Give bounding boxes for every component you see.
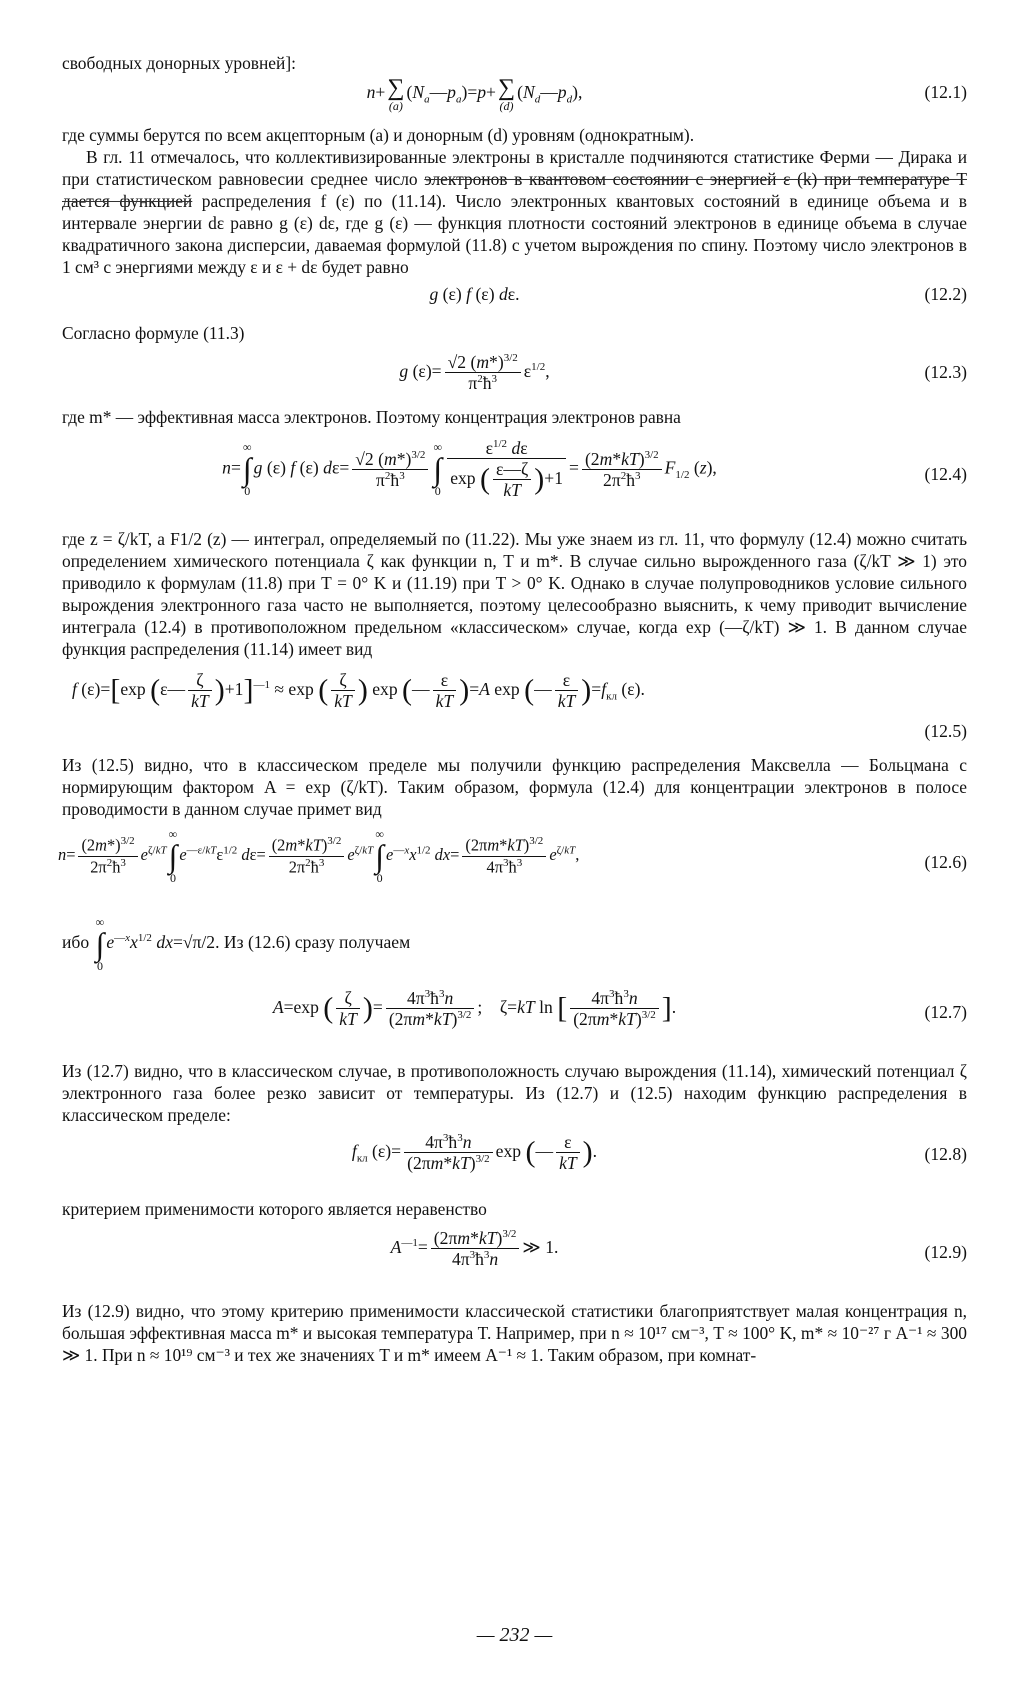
- paragraph-after-12-4: где z = ζ/kT, а F1/2 (z) — интеграл, определяемый по (11.22). Мы уже знаем из гл. 11, что формулу (12.4) можно считать определением химического потенциала ζ как функции n, T и m*. В случае сильно вырожденного газа (ζ/kT ≫ 1) это приводило к формулам (11.8) при T = 0° K и (11.19) при T > 0° K. Однако в случае полупроводников условие сильного вырождения электронного газа часто не выполняется, поэтому целесообразно выяснить, к чему приводит вычисление интеграла (12.4) в противоположном предельном «классическом» случае, когда exp (—ζ/kT) ≫ 1. В данном случае функция распределения (11.14) имеет вид: [62, 529, 967, 659]
- equation-number: (12.7): [924, 1002, 967, 1022]
- equation-number: (12.1): [924, 82, 967, 102]
- paragraph-sums: где суммы берутся по всем акцепторным (a) и донорным (d) уровням (однократным).: [62, 125, 695, 145]
- equation-12-4: n= ∞ ∫ 0 g (ε) f (ε) dε= $\frac{√2 (m*)^{3/2}}{\pi^2ħ^3}$ ∞ ∫ 0 $\varepsilon^{1/2}$ dε exp ( $\frac{\varepsilon—\zeta}{kT}$ )+1 = $\frac{(2m*kT)^{3/2}}{2\pi^2ħ^3}$ $F_{1/2}$ (z), (12.4): [222, 438, 967, 501]
- paragraph-according: Согласно формуле (11.3): [62, 323, 245, 343]
- equation-number: (12.3): [924, 362, 967, 382]
- paragraph-intro: свободных донорных уровней]:: [62, 53, 296, 73]
- paragraph-after-12-5: Из (12.5) видно, что в классическом пределе мы получили функцию распределения Максвелла — Больцмана с нормирующим фактором A = exp (ζ/kT). Таким образом, формула (12.4) для концентрации электронов в полосе проводимости в данном случае примет вид: [62, 755, 967, 819]
- text-distribution: распределения f (ε) по (11.14). Число электронных квантовых состояний в единице объема и в интервале энергии dε равно g (ε) dε, где g (ε) — функция плотности состояний электронов в единице объема в случае квадратичного закона дисперсии, даваемая формулой (11.8) с учетом вырождения по спину. Поэтому число электронов в 1 см³ с энергиями между ε и ε + dε будет равно: [62, 191, 968, 277]
- text-fermi-dirac: В гл. 11 отмечалось, что коллективизированные электроны в кристалле подчиняются статистике Ферми — Дирака и при статистическом равновесии среднее число: [62, 147, 967, 189]
- page-number: — 232 —: [476, 1624, 553, 1646]
- equation-12-7: A=exp ( $\frac{\zeta}{kT}$ )= $\frac{4\pi^3ħ^3n}{(2\pi m*kT)^{3/2}}$ ; ζ=kT ln [ $\frac{4\pi^3ħ^3n}{(2\pi m*kT)^{3/2}}$ ]. (12.7): [272, 988, 967, 1030]
- paragraph-final: Из (12.9) видно, что этому критерию применимости классической статистики благоприятствует малая концентрация n, большая эффективная масса m* и высокая температура T. Например, при n ≈ 10¹⁷ см⁻³, T ≈ 100° K, m* ≈ 10⁻²⁷ г A⁻¹ ≈ 300 ≫ 1. При n ≈ 10¹⁹ см⁻³ и тех же значениях T и m* имеем A⁻¹ ≈ 1. Таким образом, при комнат-: [62, 1301, 967, 1365]
- paragraph-chapter-11: [62, 146, 967, 278]
- word-ibo: ибо: [62, 932, 90, 953]
- equation-12-8: $f_{кл}$ (ε)= $\frac{4\pi^3ħ^3n}{(2\pi m*kT)^{3/2}}$ exp (— $\frac{\varepsilon}{kT}$ ). (12.8): [351, 1132, 967, 1174]
- equation-12-3: g (ε)= $\frac{√2 (m*)^{3/2}}{\pi^2ħ^3}$ $\varepsilon^{1/2}$, (12.3): [399, 352, 967, 394]
- paragraph-after-12-7: Из (12.7) видно, что в классическом случае, в противоположность случаю вырождения (11.14), химический потенциал ζ электронного газа более резко зависит от температуры. Из (12.7) и (12.5) находим функцию распределения в классическом пределе:: [62, 1061, 967, 1125]
- equation-number: (12.6): [924, 852, 967, 872]
- equation-number: (12.2): [924, 284, 967, 304]
- equation-number: (12.5): [924, 721, 967, 741]
- paragraph-effective-mass: где m* — эффективная масса электронов. Поэтому концентрация электронов равна: [62, 407, 681, 427]
- equation-number: (12.9): [924, 1242, 967, 1262]
- equation-12-2: g (ε) f (ε) dε. (12.2): [429, 284, 967, 304]
- equation-number: (12.4): [924, 464, 967, 484]
- text-struck-line: электронов в квантовом состоянии с энергией ε (k) при температуре T дается функцией: [62, 169, 968, 211]
- equation-12-6: n= $\frac{(2m*)^{3/2}}{2\pi^2ħ^3}$ $e^{\zeta/kT}$ ∞ ∫ 0 $e^{—\varepsilon/kT}\varepsilon^{1/2}$ dε= $\frac{(2m*kT)^{3/2}}{2\pi^2ħ^3}$ $e^{\zeta/kT}$ ∞ ∫ 0 $e^{—x}x^{1/2}$ dx= $\frac{(2\pi m*kT)^{3/2}}{4\pi^3ħ^3}$ $e^{\zeta/kT}$, (12.6): [58, 827, 967, 885]
- equation-12-1: n+ ∑ (a) $(N_a—p_a)=p+$ ∑ (d) $(N_d—p_d)$, (12.1): [366, 75, 967, 113]
- equation-12-9: $A^{—1}=$ $\frac{(2\pi m*kT)^{3/2}}{4\pi^3ħ^3n}$ ≫ 1. (12.9): [390, 1228, 967, 1270]
- equation-ibo: ибо ∞ ∫ 0 $e^{—x}x^{1/2}$ dx=√π/2. Из (12.6) сразу получаем: [62, 915, 411, 973]
- text-from-12-6: Из (12.6) сразу получаем: [223, 932, 411, 953]
- page-content: [58, 40, 968, 1366]
- equation-12-5: f (ε)=[exp (ε— $\frac{\zeta}{kT}$ )+1]$^{—1}$ ≈ exp ( $\frac{\zeta}{kT}$ ) exp (— $\frac{\varepsilon}{kT}$ )=A exp (— $\frac{\varepsilon}{kT}$ )$=f_{кл}$ (ε). (12.5): [72, 670, 967, 741]
- paragraph-criterion: критерием применимости которого является неравенство: [62, 1199, 487, 1219]
- equation-number: (12.8): [924, 1144, 967, 1164]
